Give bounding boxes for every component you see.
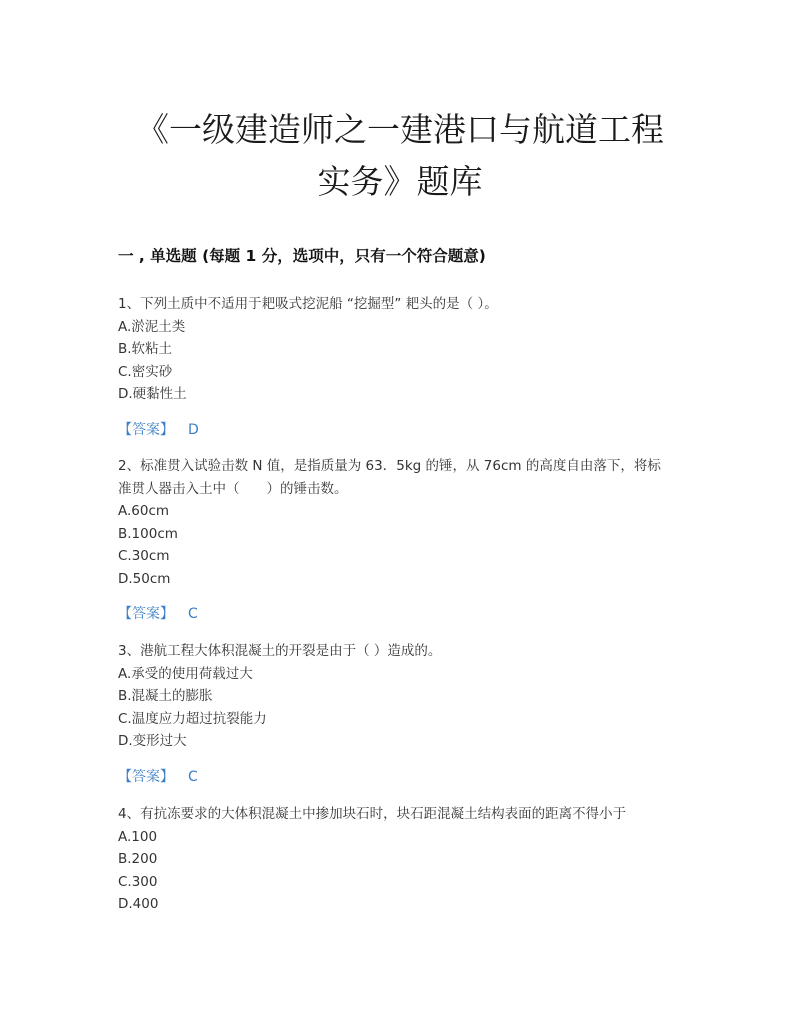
option-c: C.密实砂 (118, 363, 173, 380)
answer-label: 【答案】 (118, 768, 174, 785)
option-b: B.100cm (118, 525, 178, 542)
section-heading: 一 , 单选题 (每题 1 分，选项中，只有一个符合题意) (118, 247, 486, 265)
option-a: A.60cm (118, 503, 170, 519)
answer-label: 【答案】 (118, 606, 174, 622)
option-d: D.硬黏性土 (118, 386, 187, 402)
option-a: A.100 (118, 828, 158, 845)
answer-value: C (188, 606, 198, 622)
question-3 (118, 640, 688, 788)
answer-row (118, 603, 688, 625)
answer-row (118, 766, 688, 788)
option-c: C.30cm (118, 548, 170, 564)
option-d: D.变形过大 (118, 733, 187, 749)
option-a: A.承受的使用荷载过大 (118, 665, 253, 682)
option-b: B.混凝土的膨胀 (118, 688, 213, 704)
document-title-line-1: 《一级建造师之一建港口与航道工程 (136, 110, 664, 149)
question-stem: 4、有抗冻要求的大体积混凝土中掺加块石时，块石距混凝土结构表面的距离不得小于 (118, 806, 627, 822)
question-1 (118, 293, 688, 441)
option-a: A.淤泥土类 (118, 318, 186, 335)
answer-label: 【答案】 (118, 421, 174, 438)
option-d: D.400 (118, 896, 159, 912)
question-4 (118, 803, 688, 916)
question-stem: 2、标准贯入试验击数 N 值，是指质量为 63．5kg 的锤，从 76cm 的高度自由落下，将标 (118, 458, 661, 474)
option-b: B.软粘土 (118, 341, 173, 357)
answer-row (118, 419, 688, 441)
question-stem-continued: 准贯人器击入土中（ ）的锤击数。 (118, 480, 348, 497)
question-2 (118, 455, 688, 625)
option-c: C.温度应力超过抗裂能力 (118, 710, 267, 727)
option-d: D.50cm (118, 570, 171, 587)
question-stem: 1、下列土质中不适用于耙吸式挖泥船 “挖掘型” 耙头的是（ ）。 (118, 296, 498, 312)
document-title-line-2: 实务》题库 (317, 162, 483, 201)
option-c: C.300 (118, 873, 158, 890)
answer-value: C (188, 768, 198, 785)
answer-value: D (188, 421, 199, 438)
option-b: B.200 (118, 851, 158, 867)
question-stem: 3、港航工程大体积混凝土的开裂是由于（ ）造成的。 (118, 643, 442, 659)
